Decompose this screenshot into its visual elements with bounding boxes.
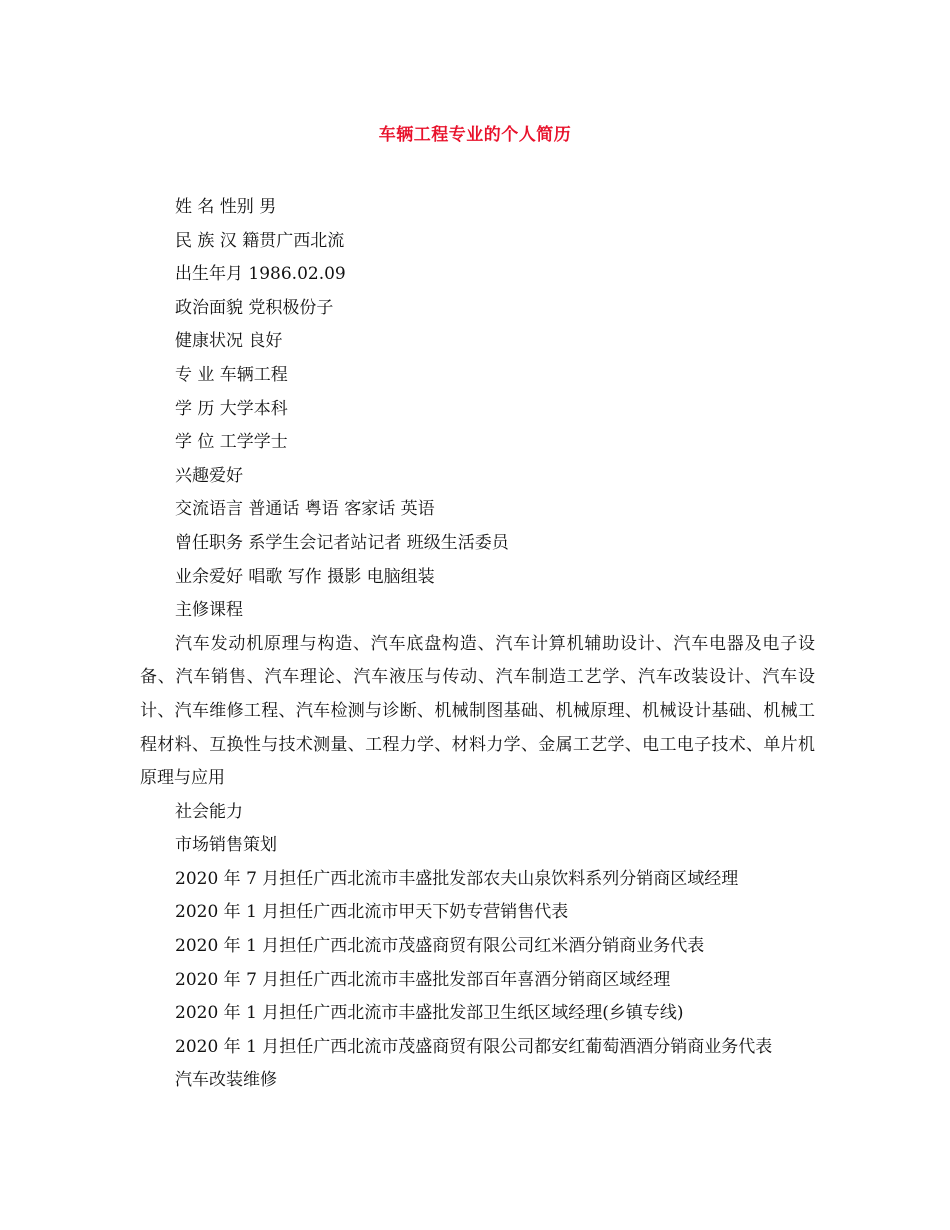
field-ethnicity-origin: 民 族 汉 籍贯广西北流 <box>175 230 345 251</box>
field-degree: 学 位 工学学士 <box>175 432 288 453</box>
field-name-gender: 姓 名 性别 男 <box>175 197 277 217</box>
experience-item: 2020 年 1 月担任广西北流市丰盛批发部卫生纸区域经理(乡镇专线) <box>175 1003 684 1024</box>
field-major: 专 业 车辆工程 <box>175 364 288 385</box>
courses-paragraph: 汽车发动机原理与构造、汽车底盘构造、汽车计算机辅助设计、汽车电器及电子设备、汽车销售、汽车理论、汽车液压与传动、汽车制造工艺学、汽车改装设计、汽车设计、汽车维修工程、汽车检测与诊断、机械制图基础、机械原理、机械设计基础、机械工程材料、互换性与技术测量、工程力学、材料力学、金属工艺学、电工电子技术、单片机原理与应用 <box>140 633 815 789</box>
experience-item: 2020 年 7 月担任广西北流市丰盛批发部农夫山泉饮料系列分销商区域经理 <box>175 868 739 889</box>
marketing-heading: 市场销售策划 <box>175 835 277 856</box>
field-health: 健康状况 良好 <box>175 331 283 352</box>
field-hobbies: 业余爱好 唱歌 写作 摄影 电脑组装 <box>175 566 435 587</box>
experience-item: 2020 年 1 月担任广西北流市甲天下奶专营销售代表 <box>175 902 569 923</box>
experience-item: 2020 年 1 月担任广西北流市茂盛商贸有限公司都安红葡萄酒酒分销商业务代表 <box>175 1036 773 1057</box>
field-political-status: 政治面貌 党积极份子 <box>175 297 334 318</box>
social-ability-heading: 社会能力 <box>175 801 243 822</box>
experience-item: 2020 年 1 月担任广西北流市茂盛商贸有限公司红米酒分销商业务代表 <box>175 936 705 957</box>
field-languages: 交流语言 普通话 粤语 客家话 英语 <box>175 499 435 520</box>
field-birthdate: 出生年月 1986.02.09 <box>175 264 346 285</box>
car-modification-heading: 汽车改装维修 <box>175 1070 277 1091</box>
field-education: 学 历 大学本科 <box>175 398 288 419</box>
document-body <box>140 191 820 1098</box>
field-interests-heading: 兴趣爱好 <box>175 465 243 486</box>
field-courses-heading: 主修课程 <box>175 600 243 621</box>
experience-item: 2020 年 7 月担任广西北流市丰盛批发部百年喜酒分销商区域经理 <box>175 969 671 990</box>
document-title: 车辆工程专业的个人简历 <box>378 125 572 145</box>
field-positions: 曾任职务 系学生会记者站记者 班级生活委员 <box>175 532 509 553</box>
